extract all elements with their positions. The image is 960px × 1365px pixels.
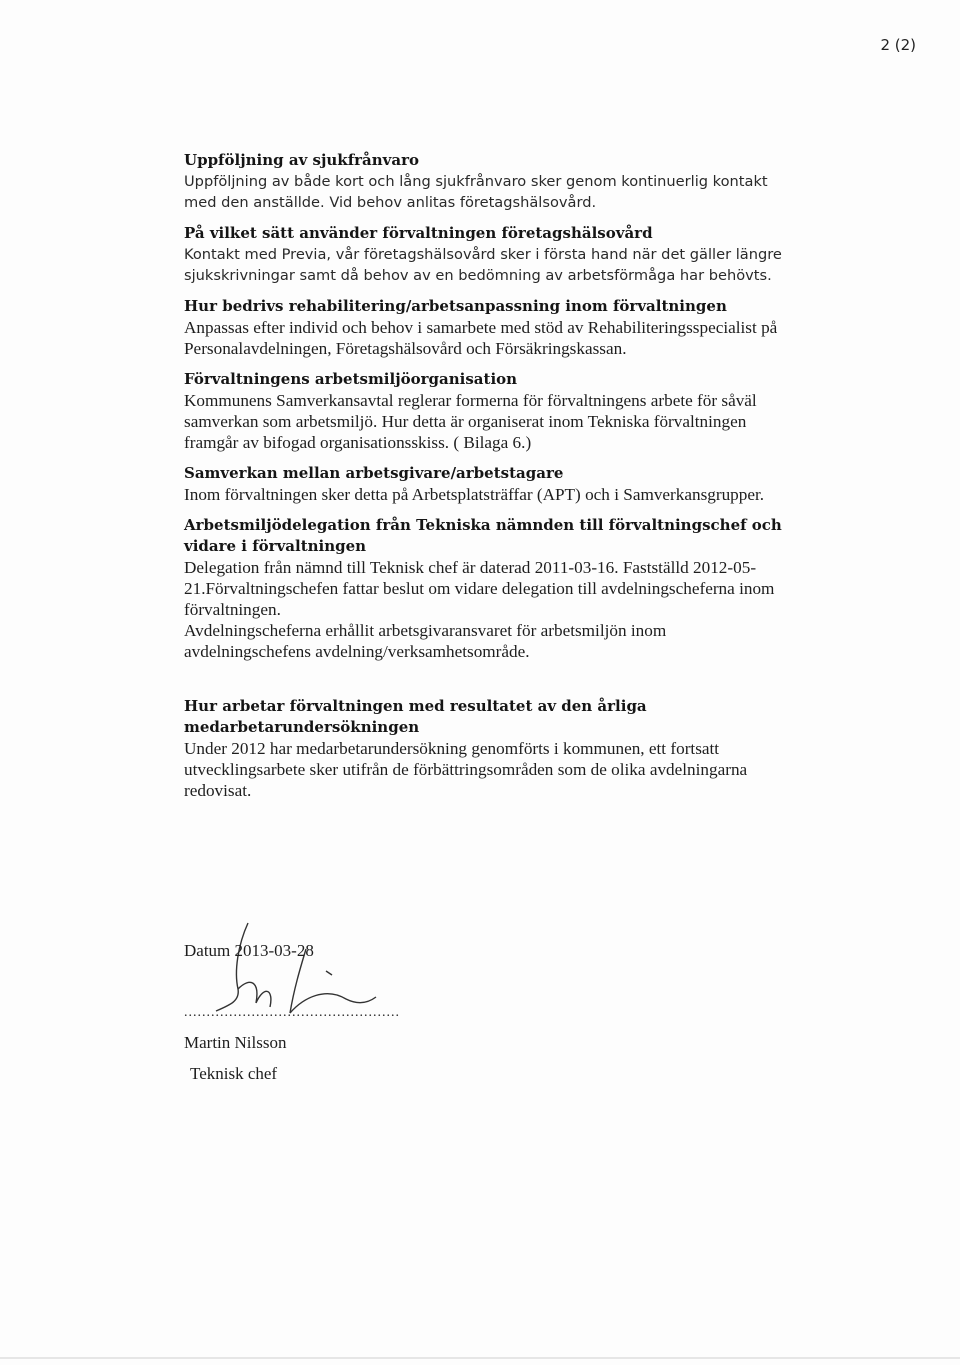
section-text: Kommunens Samverkansavtal reglerar formerna för förvaltningens arbete för såväl samverkan som arbetsmiljö. Hur detta är organiserat inom Tekniska förvaltningen framgår av bifogad organisationsskiss. ( Bilaga 6.) [184,391,757,452]
page-edge-divider [0,1357,960,1359]
section-cooperation [184,463,794,505]
signature-line: ................................................ [184,1005,400,1020]
page-number: 2 (2) [880,36,916,54]
section-text: Uppföljning av både kort och lång sjukfrånvaro sker genom kontinuerlig kontakt med den anställde. Vid behov anlitas företagshälsovård. [184,173,768,211]
section-heading: På vilket sätt använder förvaltningen företagshälsovård [184,224,653,242]
section-heading: Uppföljning av sjukfrånvaro [184,151,420,169]
spacer [184,672,794,696]
section-text: Delegation från nämnd till Teknisk chef är daterad 2011-03-16. Fastställd 2012-05-21.Förvaltningschefen fattar beslut om vidare delegation till avdelningscheferna inom förvaltningen. [184,558,775,619]
signer-title: Teknisk chef [190,1064,278,1083]
section-text: Kontakt med Previa, vår företagshälsovård sker i första hand när det gäller längre sjukskrivningar samt då behov av en bedömning av arbetsförmåga har behövts. [184,246,782,284]
section-employee-survey [184,696,794,801]
section-text: Inom förvaltningen sker detta på Arbetsplatsträffar (APT) och i Samverkansgrupper. [184,485,765,504]
section-heading: Förvaltningens arbetsmiljöorganisation [184,370,518,388]
section-work-environment-org [184,369,794,453]
section-text: Avdelningscheferna erhållit arbetsgivaransvaret för arbetsmiljön inom avdelningschefens avdelning/verksamhetsområde. [184,621,667,661]
section-heading: Hur bedrivs rehabilitering/arbetsanpassning inom förvaltningen [184,297,727,315]
section-text: Anpassas efter individ och behov i samarbete med stöd av Rehabiliteringsspecialist på Personalavdelningen, Företagshälsovård och Försäkringskassan. [184,318,778,358]
document-body [184,150,794,811]
section-text: Under 2012 har medarbetarundersökning genomförts i kommunen, ett fortsatt utvecklingsarbete sker utifrån de förbättringsområden som de olika avdelningarna redovisat. [184,739,748,800]
signer-name: Martin Nilsson [184,1033,287,1052]
section-rehabilitation [184,296,794,359]
section-occupational-health [184,223,794,286]
section-sick-leave [184,150,794,213]
signature-date: Datum 2013-03-28 [184,941,314,960]
section-heading: Hur arbetar förvaltningen med resultatet av den årliga medarbetarundersökningen [184,697,647,736]
section-delegation [184,515,794,662]
section-heading: Samverkan mellan arbetsgivare/arbetstagare [184,464,564,482]
signature-block [184,915,504,1095]
section-heading: Arbetsmiljödelegation från Tekniska nämnden till förvaltningschef och vidare i förvaltningen [184,516,782,555]
